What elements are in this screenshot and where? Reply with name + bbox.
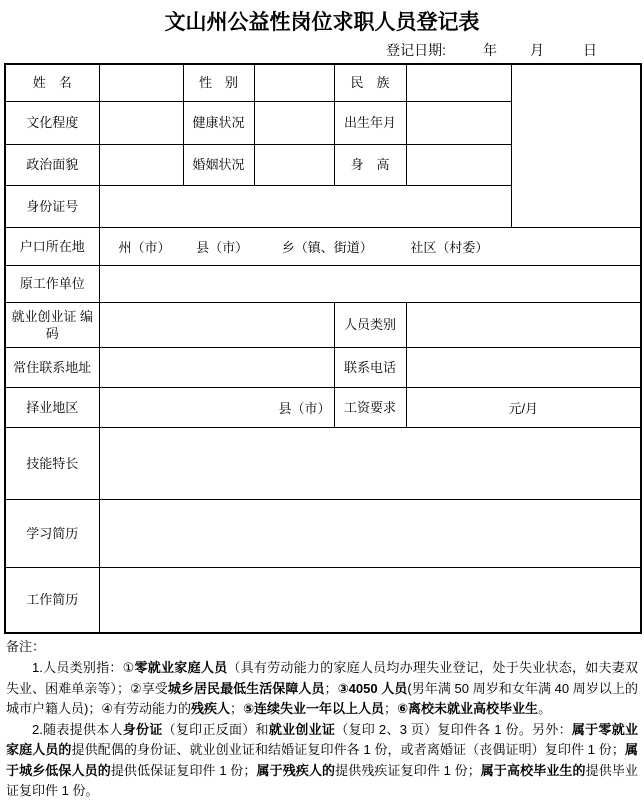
household-option-township: 乡（镇、街道） (281, 239, 373, 255)
field-label-health: 健康状况 (183, 101, 254, 144)
note-text: （复印正反面）和 (162, 721, 269, 737)
table-row (5, 347, 641, 387)
field-label-political-status: 政治面貌 (5, 144, 99, 185)
field-value-former-employer (99, 265, 641, 302)
field-label-former-employer: 原工作单位 (5, 265, 99, 302)
note-text-bold: 就业创业证 (268, 721, 336, 737)
note-text: （具有劳动能力的家庭人员均办理失业登记，处于失业状态，如夫妻双失业、困难单亲等）；②享受 (6, 660, 638, 696)
note-text-bold: ⑥离校未就业高校毕业生 (397, 701, 539, 716)
field-value-id-number (99, 185, 511, 227)
field-value-marital-status (254, 144, 334, 185)
field-label-work-resume: 工作简历 (5, 567, 99, 633)
note-text-bold: 零就业家庭人员 (134, 660, 228, 675)
table-row (5, 64, 641, 101)
field-value-health (254, 101, 334, 144)
field-value-employment-cert-no (99, 302, 334, 347)
field-label-height: 身 高 (334, 144, 406, 185)
field-value-ethnicity (406, 64, 511, 101)
field-label-name: 姓 名 (5, 64, 99, 101)
field-value-job-area: 县（市） (99, 387, 334, 427)
photo-box (511, 64, 641, 227)
field-label-skills: 技能特长 (5, 427, 99, 499)
table-row (5, 427, 641, 499)
note-text-bold: 城乡居民最低生活保障人员 (167, 680, 325, 696)
note-text: 2.随表提供本人 (32, 721, 123, 737)
registration-date-line (0, 41, 644, 59)
household-option-prefecture: 州（市） (118, 239, 171, 255)
note-text-bold: ③4050 人员 (337, 680, 408, 696)
notes-heading: 备注： (6, 639, 46, 654)
note-text-bold: 属于高校毕业生的 (480, 762, 586, 778)
note-text: 提供低保证复印件 1 份； (110, 762, 257, 778)
field-label-contact-phone: 联系电话 (334, 347, 406, 387)
table-row (5, 265, 641, 302)
note-paragraph-2 (6, 720, 638, 802)
household-option-community: 社区（村委） (410, 239, 489, 255)
field-value-salary-requirement: 元/月 (406, 387, 641, 427)
date-year-label: 年 (483, 42, 497, 58)
field-label-ethnicity: 民 族 (334, 64, 406, 101)
page-title: 文山州公益性岗位求职人员登记表 (164, 10, 480, 34)
note-text-bold: 属于零就业家庭人员的 (6, 721, 638, 757)
field-value-name (99, 64, 183, 101)
field-label-person-category: 人员类别 (334, 302, 406, 347)
field-value-gender (254, 64, 334, 101)
table-row (5, 387, 641, 427)
date-label: 登记日期: (386, 42, 446, 58)
field-label-education: 文化程度 (5, 101, 99, 144)
field-value-work-resume (99, 567, 641, 633)
table-row (5, 499, 641, 567)
field-value-height (406, 144, 511, 185)
note-text-bold: ⑤连续失业一年以上人员 (243, 701, 385, 716)
field-label-birth-date: 出生年月 (334, 101, 406, 144)
field-value-political-status (99, 144, 183, 185)
note-paragraph-1 (6, 658, 638, 720)
note-text: ； (324, 680, 338, 696)
field-label-employment-cert-no: 就业创业证 编码 (5, 302, 99, 347)
field-value-household-location (99, 227, 641, 265)
household-option-county: 县（市） (196, 239, 249, 255)
note-text-bold: 残疾人 (190, 701, 230, 716)
note-text-bold: 身份证 (122, 721, 163, 737)
note-text-bold: 属于城乡低保人员的 (6, 742, 638, 778)
field-value-birth-date (406, 101, 511, 144)
note-text: 。 (538, 701, 552, 716)
registration-form-table (4, 63, 642, 634)
field-value-study-resume (99, 499, 641, 567)
date-month-label: 月 (530, 42, 544, 58)
field-label-job-area: 择业地区 (5, 387, 99, 427)
field-label-salary-requirement: 工资要求 (334, 387, 406, 427)
notes-section (6, 638, 638, 802)
field-value-contact-address (99, 347, 334, 387)
field-value-contact-phone (406, 347, 641, 387)
field-label-study-resume: 学习简历 (5, 499, 99, 567)
field-value-person-category (406, 302, 641, 347)
note-text: 提供毕业证复印件 1 份。 (6, 762, 638, 798)
note-text: (男年满 50 周岁和女年满 40 周岁以上的城市户籍人员)；④有劳动能力的 (6, 680, 639, 716)
table-row (5, 302, 641, 347)
field-label-gender: 性 别 (183, 64, 254, 101)
note-text: 提供残疾证复印件 1 份； (335, 762, 481, 778)
note-text: 提供配偶的身份证、就业创业证和结婚证复印件各 1 份，或者离婚证（丧偶证明）复印件 1 份； (71, 742, 625, 757)
field-label-contact-address: 常住联系地址 (5, 347, 99, 387)
note-text: ； (384, 701, 398, 716)
field-label-id-number: 身份证号 (5, 185, 99, 227)
note-text-bold: 属于残疾人的 (256, 762, 336, 778)
table-row (5, 567, 641, 633)
date-day-label: 日 (583, 42, 597, 58)
field-value-skills (99, 427, 641, 499)
note-text: ； (230, 701, 244, 716)
field-value-education (99, 101, 183, 144)
field-label-household-location: 户口所在地 (5, 227, 99, 265)
note-text: （复印 2、3 页）复印件各 1 份。另外： (335, 721, 572, 737)
note-text: 1.人员类别指：① (32, 660, 135, 675)
field-label-marital-status: 婚姻状况 (183, 144, 254, 185)
table-row (5, 227, 641, 265)
